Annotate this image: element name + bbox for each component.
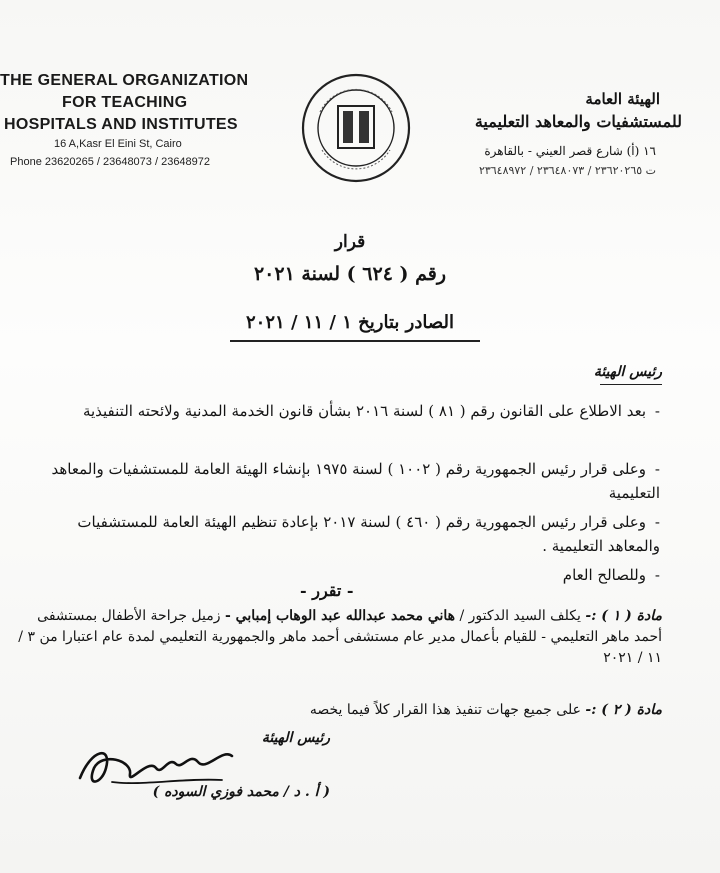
arabic-letterhead [382, 88, 682, 177]
article-2-body: على جميع جهات تنفيذ هذا القرار كلاً فيما يخصه [309, 702, 581, 718]
article-1-appointee: هاني محمد عبدالله عبد الوهاب إمبابي - [224, 608, 456, 624]
article-1-label: مادة ( ١ ) :- [585, 608, 662, 624]
org-name-line3: HOSPITALS AND INSTITUTES [4, 116, 238, 133]
article-1 [12, 606, 662, 669]
preamble-item-text: بعد الاطلاع على القانون رقم ( ٨١ ) لسنة ٢٠١٦ بشأن قانون الخدمة المدنية ولائحته التنفيذية [82, 402, 646, 420]
org-name-line2: FOR TEACHING [62, 94, 188, 111]
preamble-item: -بعد الاطلاع على القانون رقم ( ٨١ ) لسنة ٢٠١٦ بشأن قانون الخدمة المدنية ولائحته التنفيذية [82, 402, 660, 420]
ar-org-line1: الهيئة العامة [585, 90, 660, 108]
decree-number: رقم ( ٦٢٤ ) لسنة ٢٠٢١ [253, 263, 447, 285]
decree-heading: قرار [334, 232, 366, 252]
preamble-item: -وللصالح العام [562, 566, 660, 584]
preamble-item: -وعلى قرار رئيس الجمهورية رقم ( ٤٦٠ ) لسنة ٢٠١٧ بإعادة تنظيم الهيئة العامة للمستشفيات والمعاهد التعليمية . [77, 513, 660, 555]
org-name-line1: THE GENERAL ORGANIZATION [0, 72, 249, 89]
org-phone: Phone 23620265 / 23648073 / 23648972 [10, 156, 211, 168]
president-label: رئيس الهيئة [593, 364, 662, 380]
article-1-body: زميل جراحة الأطفال بمستشفى أحمد ماهر التعليمي - للقيام بأعمال مدير عام مستشفى أحمد ماهر والجمهورية التعليمي لمدة عام اعتبارا من ٣ / ١١ / ٢٠٢١ [18, 608, 662, 666]
signatory-name: ( أ . د / محمد فوزي السوده ) [152, 784, 330, 800]
president-underline [600, 384, 662, 385]
decree-date: الصادر بتاريخ ١ / ١١ / ٢٠٢١ [246, 312, 454, 333]
preamble-item-text: وللصالح العام [562, 566, 646, 584]
handwritten-signature-icon [72, 738, 242, 798]
preamble-item-text: وعلى قرار رئيس الجمهورية رقم ( ٤٦٠ ) لسنة ٢٠١٧ بإعادة تنظيم الهيئة العامة للمستشفيات والمعاهد التعليمية . [77, 513, 660, 555]
date-underline [230, 340, 480, 342]
ar-address: ١٦ (أ) شارع قصر العيني - بالقاهرة [484, 144, 656, 158]
signatory-title: رئيس الهيئة [261, 730, 330, 746]
article-2-label: مادة ( ٢ ) :- [585, 702, 662, 718]
preamble-item: -وعلى قرار رئيس الجمهورية رقم ( ١٠٠٢ ) لسنة ١٩٧٥ بإنشاء الهيئة العامة للمستشفيات والمعاهد التعليمية [51, 460, 660, 502]
ar-phone: ت ٢٣٦٢٠٢٦٥ / ٢٣٦٤٨٠٧٣ / ٢٣٦٤٨٩٧٢ [478, 164, 656, 177]
org-address: 16 A,Kasr El Eini St, Cairo [54, 138, 182, 150]
article-2 [12, 700, 662, 721]
decides-heading: - تقرر - [300, 581, 354, 600]
preamble-item-text: وعلى قرار رئيس الجمهورية رقم ( ١٠٠٢ ) لسنة ١٩٧٥ بإنشاء الهيئة العامة للمستشفيات والمعاهد التعليمية [51, 460, 660, 502]
english-letterhead [0, 70, 280, 168]
article-1-intro: يكلف السيد الدكتور / [459, 608, 581, 624]
ar-org-line2: للمستشفيات والمعاهد التعليمية [474, 112, 682, 131]
